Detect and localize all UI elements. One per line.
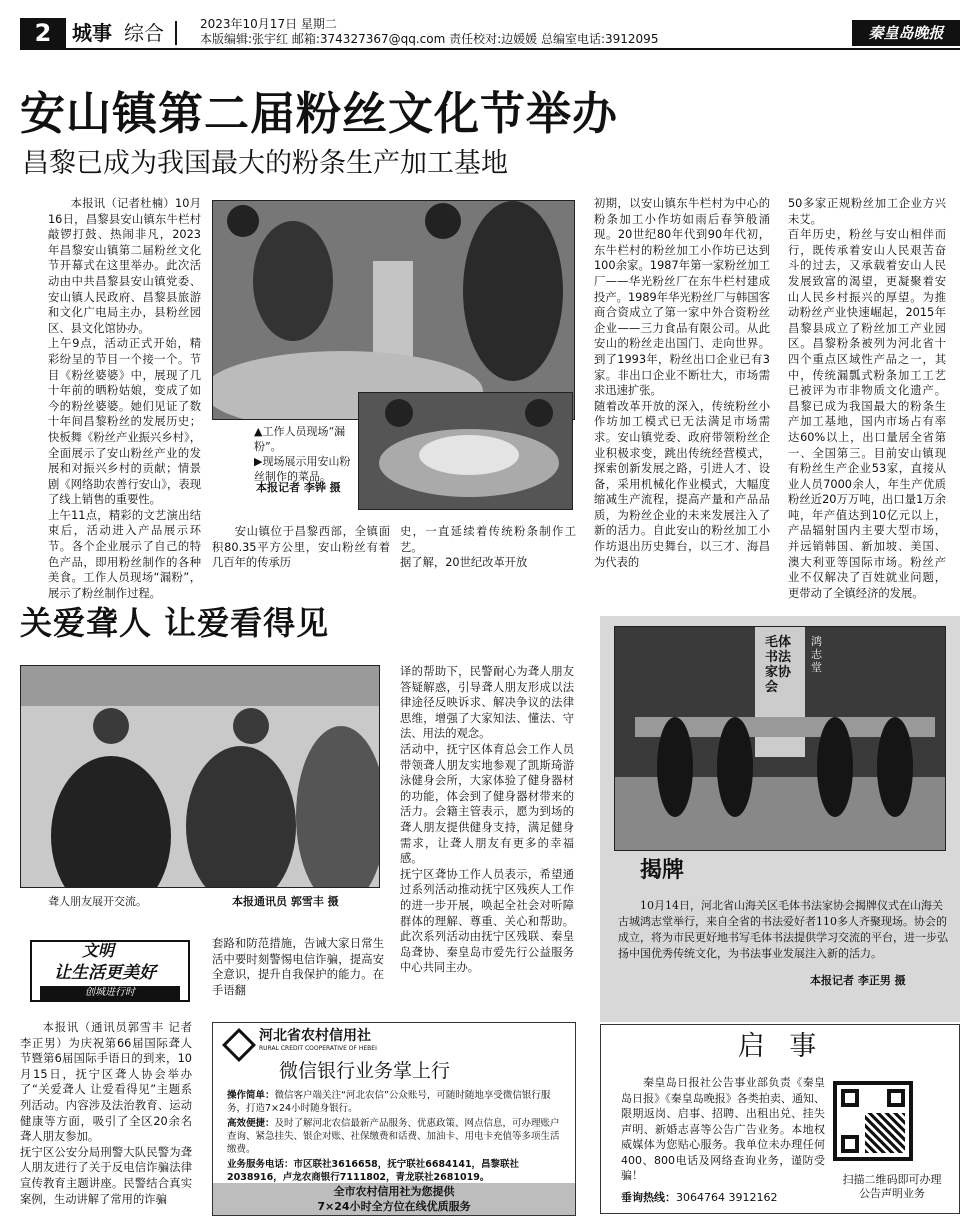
- page-header: [20, 18, 960, 50]
- qr-pattern: [865, 1113, 905, 1153]
- qr-caption-1: 扫描二维码即可办理: [842, 1173, 942, 1186]
- qr-marker-bl: [841, 1135, 859, 1153]
- article1-col2a: 安山镇位于昌黎西部，全镇面积80.35平方公里，安山粉丝有着几百年的传承历: [212, 525, 390, 570]
- notice-title: 启 事: [737, 1031, 825, 1062]
- ad-line-2-label: 高效便捷：: [227, 1118, 275, 1129]
- hotline-number: 3064764 3912162: [676, 1191, 778, 1204]
- ad-headline: 微信银行业务掌上行: [279, 1060, 451, 1082]
- date-line: 2023年10月17日 星期二: [200, 17, 337, 31]
- photo-caption-2: ▶现场展示用安山粉丝制作的菜品。: [254, 455, 351, 483]
- ad-bottom-2: 7×24小时全方位在线优质服务: [317, 1200, 471, 1213]
- newspaper-logo: 秦皇岛晚报: [852, 20, 960, 46]
- section-name: 城事: [72, 21, 112, 45]
- badge-sub: 创城进行时: [40, 986, 180, 1000]
- photo2-credit: 本报通讯员 郭雪丰 摄: [232, 895, 339, 908]
- qr-caption: [827, 1173, 957, 1201]
- notice-hotline: [621, 1191, 777, 1206]
- ad-line-1: [227, 1089, 567, 1115]
- ad-line-1-label: 操作简单：: [227, 1090, 275, 1101]
- notice-box: [600, 1024, 960, 1214]
- article1-col4: 50多家正规粉丝加工企业方兴未艾。 百年历史，粉丝与安山相伴而行，既传承着安山人民艰苦奋斗的过去，又承载着安山人民发展致富的渴望，更凝聚着安山人民乡村振兴的厚望。为推动粉丝产业快速崛起，2015年昌黎县成立了粉丝加工产业园区。昌黎粉条被列为河北省十四个重点区域性产品之一，其中，传统漏瓢式粉条加工工艺已被评为市非物质文化遗产。昌黎已成为我国最大的粉条生产加工基地，国内市场占有率达60%以上，出口量居全省第一、全国第三。目前安山镇现有粉丝生产企业53家，直接从业人员7000余人，年生产优质粉丝近20万万吨，出口量1万余吨，年产值达到10亿元以上，产品辐射国内主要大型市场，并远销韩国、新加坡、美国、澳大利亚等国际市场。粉丝产业不仅解决了百姓就业问题，更带动了全镇经济的发展。: [788, 197, 946, 600]
- civilization-badge: [30, 940, 190, 1002]
- unveil-box: [600, 616, 960, 1022]
- page-number: 2: [20, 18, 66, 48]
- qr-code: [833, 1081, 913, 1161]
- bank-logo-icon: [222, 1028, 256, 1062]
- qr-marker-tl: [841, 1089, 859, 1107]
- ad-line-2: [227, 1117, 567, 1156]
- photo-caption-1: ▲工作人员现场“漏粉”。: [254, 425, 346, 453]
- article2-col2: 套路和防范措施，告诫大家日常生活中要时刻警惕电信诈骗，提高安全意识，提升自我保护的能力。在手语翻: [212, 937, 384, 997]
- sub-headline: 昌黎已成为我国最大的粉条生产加工基地: [22, 148, 508, 179]
- banner-text-2: 鸿志堂: [811, 635, 822, 674]
- photo-unveiling: [614, 626, 946, 851]
- ad-line-1-text: 微信客户端关注“河北农信”公众账号，可随时随地享受微信银行服务，打造7×24小时随身银行。: [227, 1090, 551, 1114]
- qr-marker-tr: [887, 1089, 905, 1107]
- notice-text: 秦皇岛日报社公告事业部负责《秦皇岛日报》《秦皇岛晚报》各类拍卖、通知、限期返岗、启事、招聘、出租出兑、挂失声明、新婚志喜等公告广告业务。本地权威媒体为您贴心服务。我单位未办理任何400、800电话及网络查询业务，谨防受骗！: [621, 1076, 825, 1182]
- ad-line-3: [227, 1158, 567, 1184]
- hotline-label: 垂询热线：: [621, 1191, 676, 1204]
- ad-bottom-banner: [213, 1183, 575, 1215]
- article2-col3: 译的帮助下，民警耐心为聋人朋友答疑解惑，引导聋人朋友形成以法律途径反映诉求、解决争议的法律思维，增强了大家知法、懂法、守法、用法的观念。 活动中，抚宁区体育总会工作人员带领聋人朋友实地参观了凯斯琦游泳健身会所，大家体验了健身器材的功能，体会到了健身器材带来的活力。会籍主管表示，愿为到场的聋人朋友提供健身支持，满足健身需求，让聋人朋友有更多的幸福感。 抚宁区聋协工作人员表示，希望通过系列活动推动抚宁区残疾人工作的进一步开展，唤起全社会对听障群体的理解、尊重、关心和帮助。此次系列活动由抚宁区残联、秦皇岛聋协、秦皇岛市爱先行公益服务中心共同主办。: [400, 665, 574, 975]
- photo-deaf-exchange: [20, 665, 380, 888]
- article2-col1: 本报讯（通讯员郭雪丰 记者李正男）为庆祝第66届国际聋人节暨第6届国际手语日的到来，10月15日，抚宁区聋人协会举办了“关爱聋人 让爱看得见”主题系列活动。内容涉及法治教育、运动健康等方面，吸引了全区20余名聋人朋友参加。 抚宁区公安分局刑警大队民警为聋人朋友进行了关于反电信诈骗法律宣传教育主题讲座。民警结合真实案例，生动讲解了常用的诈骗: [20, 1021, 192, 1206]
- article1-col3: 初期，以安山镇东牛栏村为中心的粉条加工小作坊如雨后春笋般涌现。20世纪80年代到90年代初，东牛栏村的粉丝加工小作坊已达到100余家。1987年第一家粉丝加工厂——华光粉丝厂在东牛栏村建成投产。1989年华光粉丝厂与韩国客商合资成立了第一家中外合资粉丝企业——三力食品有限公司。从此安山的粉丝走出国门、走向世界。到了1993年，粉丝出口企业已有3家。非出口企业不断壮大，市场需求迅速扩张。 随着改革开放的深入，传统粉丝小作坊加工模式已无法满足市场需求。安山镇党委、政府带领粉丝企业积极求变，跳出传统经营模式，探索创新发展之路，引进人才、设备，采用机械化作业模式，大幅度缩减生产流程，提高产量和产品品质，为粉丝企业的未来发展注入了新的活力。自此安山的粉丝加工小作坊退出历史舞台，以三才、海昌为代表的: [594, 197, 770, 569]
- ad-line-3-label: 业务服务电话：: [227, 1159, 294, 1170]
- ad-bottom-1: 全市农村信用社为您提供: [333, 1185, 455, 1198]
- unveil-title: 揭牌: [640, 858, 685, 883]
- qr-caption-2: 公告声明业务: [859, 1187, 925, 1200]
- ad-line-3-text: 市区联社3616658，抚宁联社6684141，昌黎联社2038916，卢龙农商银行7111802，青龙联社2681019。: [227, 1159, 520, 1183]
- header-divider: [175, 21, 177, 45]
- photo2-caption: 聋人朋友展开交流。: [48, 895, 147, 908]
- badge-top: 文明: [82, 941, 115, 960]
- banner-text-1: 毛体书法家协会: [765, 635, 792, 695]
- bank-name: 河北省农村信用社: [259, 1028, 371, 1044]
- badge-main: 让生活更美好: [54, 963, 156, 983]
- headline: 安山镇第二届粉丝文化节举办: [20, 87, 619, 140]
- section-sub: 综合: [124, 21, 164, 45]
- headline-2: 关爱聋人 让爱看得见: [20, 604, 330, 642]
- unveil-text: 10月14日，河北省山海关区毛体书法家协会揭牌仪式在山海关古城鸿志堂举行，来自全省的书法爱好者110多人齐聚现场。协会的成立，将为市民更好地书写毛体书法提供学习交流的平台，进一步弘扬中国优秀传统文化，为书法事业发展注入新的活力。: [618, 899, 948, 960]
- bank-ad: [212, 1022, 576, 1216]
- bank-name-en: RURAL CREDIT COOPERATIVE OF HEBEI: [259, 1045, 377, 1052]
- article1-col1: 本报讯（记者杜楠）10月16日，昌黎县安山镇东牛栏村敲锣打鼓、热闹非凡，2023年昌黎安山镇第二届粉丝文化节开幕式在这里举办。此次活动由中共昌黎县安山镇党委、安山镇人民政府、昌黎县旅游和文化广电局主办，县粉丝园区、县文化馆协办。 上午9点，活动正式开始，精彩纷呈的节目一个接一个。节目《粉丝婆婆》中，展现了几十年前的晒粉姑娘，变成了如今的粉丝婆婆。她们见证了数十年间昌黎粉丝的发展历史；快板舞《粉丝产业振兴乡村》，全面展示了安山粉丝产业的发展和对振兴乡村的贡献；情景剧《网络助农善行安山》，表现了线上销售的重要性。 上午11点，精彩的文艺演出结束后，活动进入产品展示环节。各个企业展示了自己的特色产品，即用粉丝制作的各种美食。工作人员现场“漏粉”，展示了粉丝制作过程。: [48, 197, 201, 600]
- ad-line-2-text: 及时了解河北农信最新产品服务、优惠政策、网点信息，可办理账户查询、紧急挂失、银企对账、社保缴费和话费、加油卡、用电卡充值等多项生活缴费。: [227, 1118, 560, 1155]
- unveil-credit: 本报记者 李正男 摄: [810, 974, 906, 987]
- photo-credit: 本报记者 李铧 摄: [256, 481, 341, 494]
- article1-col2b: 史，一直延续着传统粉条制作工艺。 据了解，20世纪改革开放: [400, 525, 576, 570]
- photo-noodle-making: [212, 200, 575, 420]
- photo-noodle-dish: [358, 392, 573, 510]
- editor-line: 本版编辑:张宇红 邮箱:374327367@qq.com 责任校对:边媛媛 总编室电话:3912095: [200, 32, 659, 46]
